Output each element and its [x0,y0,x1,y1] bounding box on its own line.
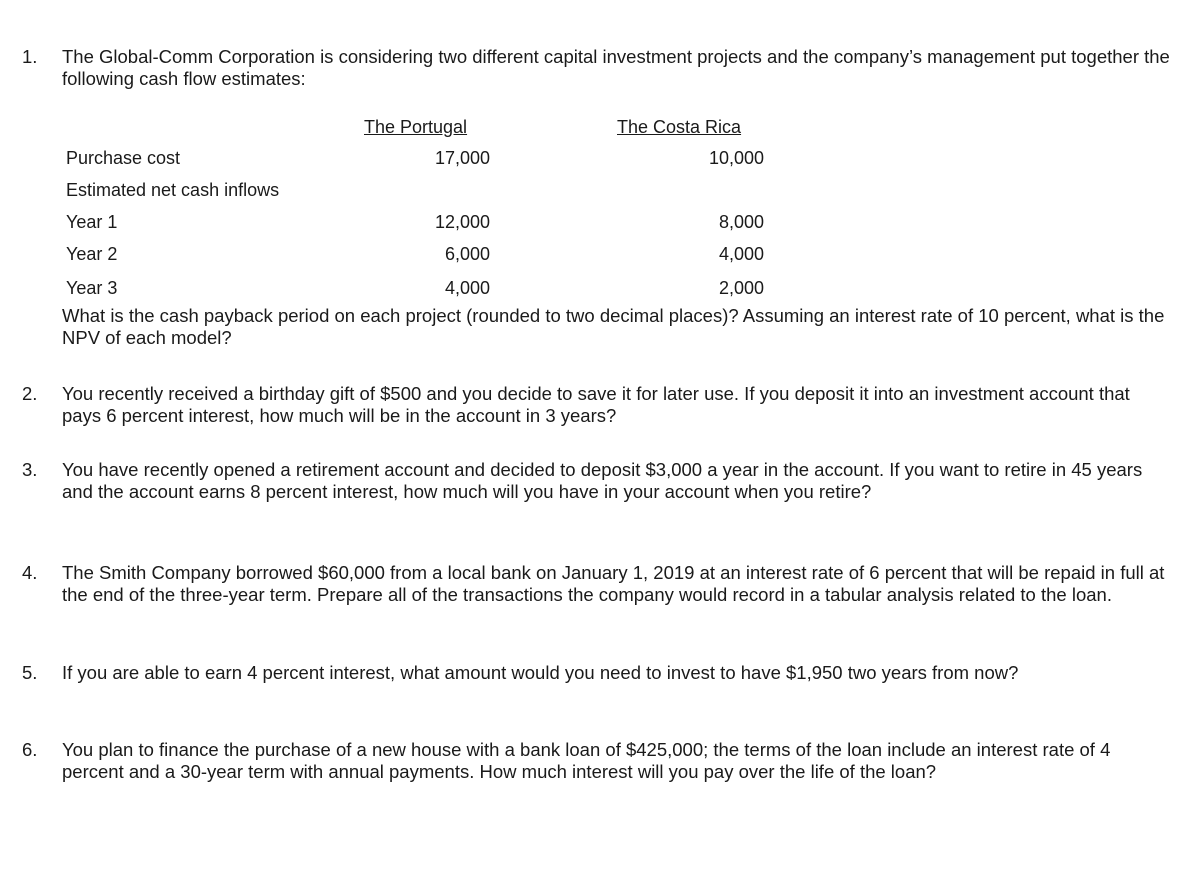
cell-costa-rica: 4,000 [718,244,764,264]
cell-portugal: 17,000 [434,148,490,168]
question-text: What is the cash payback period on each project (rounded to two decimal places)? Assuming an interest rate of 10 percent, what is the NPV of each model? [62,305,1165,348]
row-label: Purchase cost [66,148,181,168]
cell-portugal: 6,000 [444,244,490,264]
col-header-portugal: The Portugal [364,117,468,137]
question-text: If you are able to earn 4 percent interest, what amount would you need to invest to have $1,950 two years from now? [62,662,1019,683]
question-text: You have recently opened a retirement account and decided to deposit $3,000 a year in the account. If you want to retire in 45 years and the account earns 8 percent interest, how much will you have in your account when you retire? [62,459,1143,502]
question-body [62,383,1174,427]
col-header-costa-rica: The Costa Rica [617,117,742,137]
question-number: 1. [22,46,38,67]
question-text: The Global-Comm Corporation is considering two different capital investment projects and the company’s management put together the following cash flow estimates: [62,46,1170,89]
row-label: Year 2 [66,244,118,264]
question-body [62,562,1174,606]
question-number: 4. [22,562,38,583]
row-label: Estimated net cash inflows [66,180,280,200]
question-number: 2. [22,383,38,404]
cell-costa-rica: 2,000 [718,278,764,298]
cell-costa-rica: 10,000 [708,148,764,168]
question-body [62,459,1174,503]
question-text: You recently received a birthday gift of $500 and you decide to save it for later use. If you deposit it into an investment account that pays 6 percent interest, how much will be in the account in 3 years? [62,383,1130,426]
question-number: 6. [22,739,38,760]
cell-portugal: 12,000 [434,212,490,232]
question-followup [62,305,1174,349]
row-label: Year 3 [66,278,118,298]
question-number: 5. [22,662,38,683]
cash-flow-table [0,0,1192,300]
question-body [62,739,1174,783]
question-text: You plan to finance the purchase of a new house with a bank loan of $425,000; the terms of the loan include an interest rate of 4 percent and a 30-year term with annual payments. How much interest will you pay over the life of the loan? [62,739,1111,782]
cell-costa-rica: 8,000 [718,212,764,232]
question-text: The Smith Company borrowed $60,000 from a local bank on January 1, 2019 at an interest rate of 6 percent that will be repaid in full at the end of the three-year term. Prepare all of the transactions the company would record in a tabular analysis related to the loan. [62,562,1165,605]
cell-portugal: 4,000 [444,278,490,298]
question-body [62,662,1174,684]
row-label: Year 1 [66,212,118,232]
question-number: 3. [22,459,38,480]
